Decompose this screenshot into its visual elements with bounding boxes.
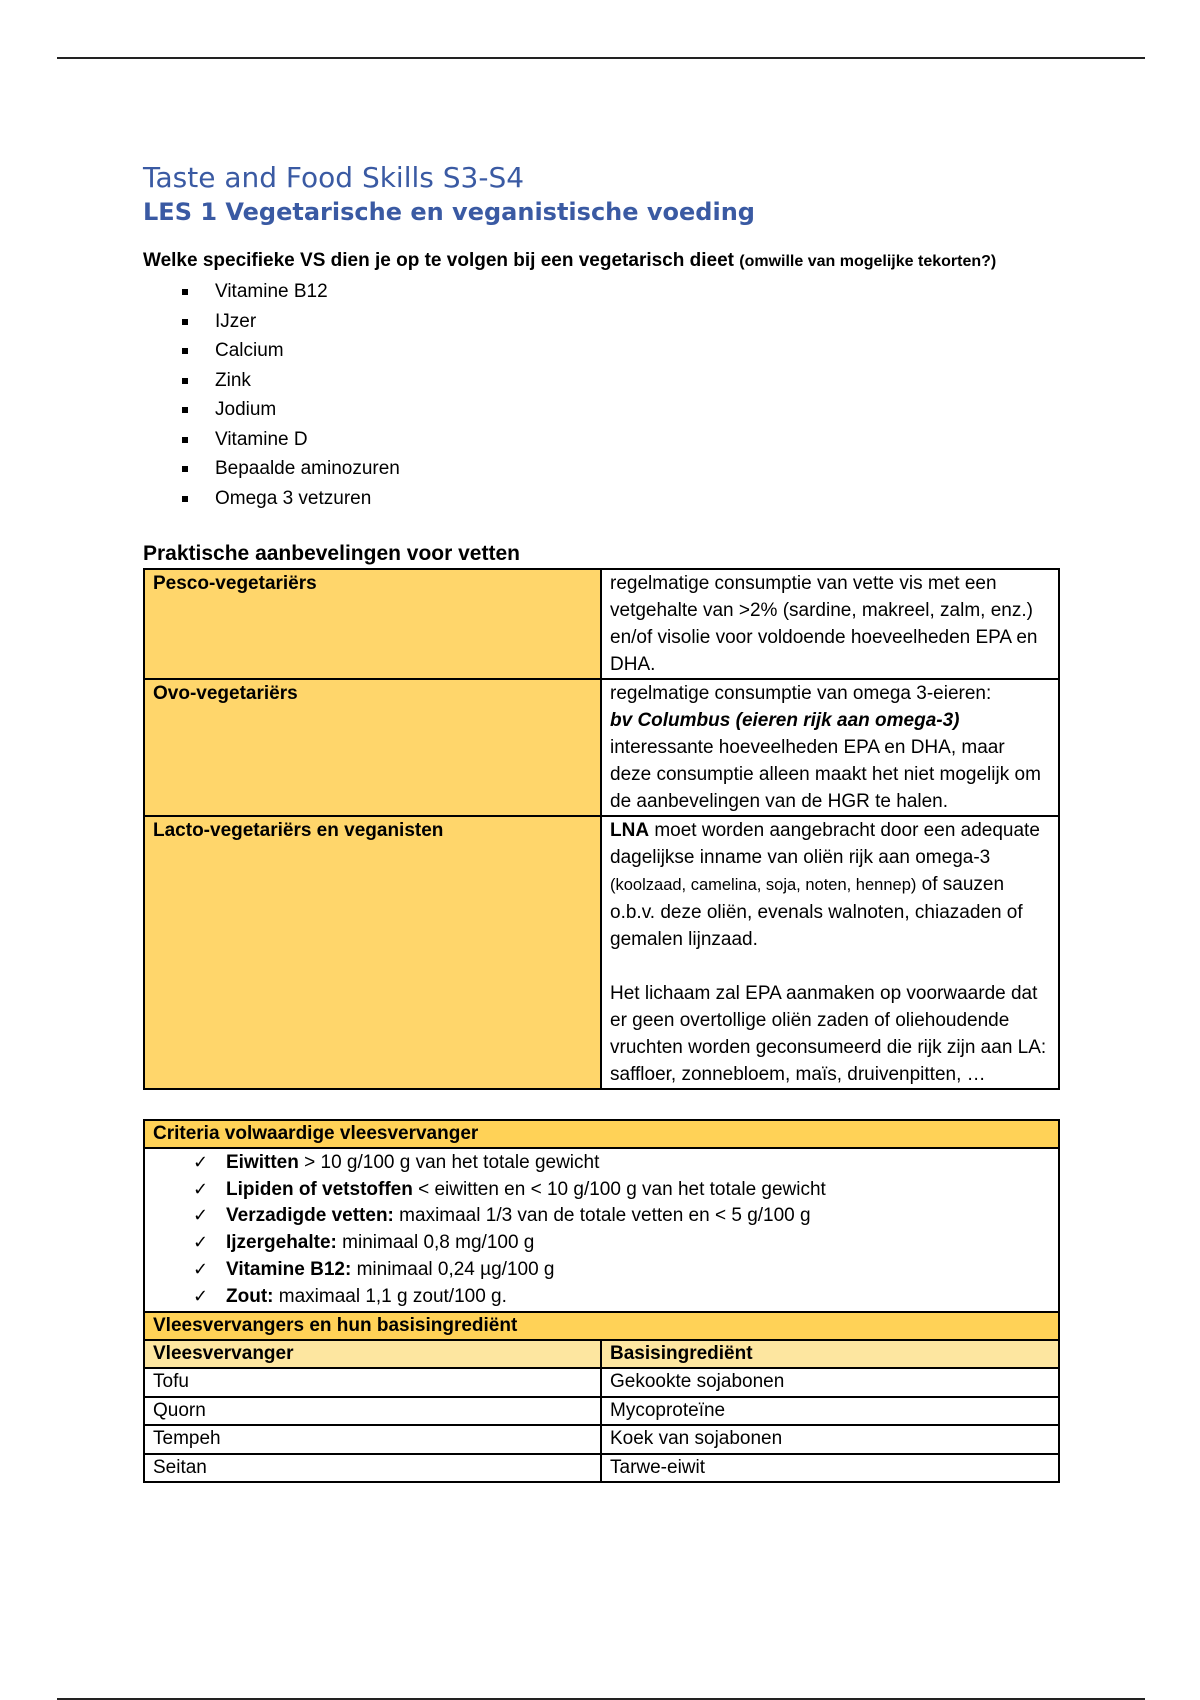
checkmark-icon: ✓: [193, 1232, 209, 1254]
ovo-label: Ovo-vegetariërs: [144, 679, 601, 816]
question-note: (omwille van mogelijke tekorten?): [739, 253, 997, 270]
list-item: ✓ Eiwitten > 10 g/100 g van het totale gewicht: [193, 1150, 1050, 1177]
table-row: [144, 1312, 1059, 1340]
lacto-cell: [601, 816, 1059, 1089]
ovo-example: bv Columbus (eieren rijk aan omega-3): [610, 710, 960, 731]
list-item: Calcium: [182, 336, 1058, 366]
ovo-cell: [601, 679, 1059, 816]
bullet-square-icon: [182, 289, 188, 295]
checkmark-icon: ✓: [193, 1178, 209, 1200]
nutrient-list: [143, 277, 1058, 513]
column-header-base: Basisingrediënt: [601, 1340, 1059, 1368]
list-item: Omega 3 vetzuren: [182, 484, 1058, 514]
table-row: [144, 679, 1059, 816]
checkmark-icon: ✓: [193, 1152, 209, 1173]
oil-examples-note: (koolzaad, camelina, soja, noten, hennep): [610, 876, 917, 894]
list-item: Vitamine D: [182, 425, 1058, 455]
table-row: [144, 1120, 1059, 1148]
bullet-square-icon: [182, 496, 188, 502]
question-heading: [143, 248, 1058, 275]
list-item: ✓ Ijzergehalte: minimaal 0,8 mg/100 g: [193, 1230, 1050, 1257]
criteria-list: [153, 1150, 1050, 1310]
checkmark-icon: ✓: [193, 1285, 209, 1307]
list-item: ✓ Zout: maximaal 1,1 g zout/100 g.: [193, 1284, 1050, 1311]
substitute-base: Tarwe-eiwit: [601, 1454, 1059, 1483]
criteria-table: [143, 1119, 1060, 1483]
bullet-square-icon: [182, 348, 188, 354]
list-item: Zink: [182, 366, 1058, 396]
pesco-label: Pesco-vegetariërs: [144, 569, 601, 679]
lacto-paragraph-1: LNA moet worden aangebracht door een adequate dagelijkse inname van oliën rijk aan omega-3 (koolzaad, camelina, soja, noten, hennep) of sauzen o.b.v. deze oliën, evenals walnoten, chiazaden of gemalen lijnzaad.: [610, 820, 1040, 950]
table-row: [144, 1425, 1059, 1454]
substitutes-heading: Vleesvervangers en hun basisingrediënt: [144, 1312, 1059, 1340]
table-row: [144, 569, 1059, 679]
table-row: [144, 1454, 1059, 1483]
list-item: Bepaalde aminozuren: [182, 454, 1058, 484]
list-item: ✓ Vitamine B12: minimaal 0,24 µg/100 g: [193, 1257, 1050, 1284]
substitute-name: Seitan: [144, 1454, 601, 1483]
page-subtitle: LES 1 Vegetarische en veganistische voeding: [143, 198, 755, 226]
list-item: IJzer: [182, 307, 1058, 337]
checkmark-icon: ✓: [193, 1205, 209, 1227]
bullet-square-icon: [182, 407, 188, 413]
paragraph-gap: [610, 953, 1050, 980]
pesco-text: regelmatige consumptie van vette vis met een vetgehalte van >2% (sardine, makreel, zalm, enz.) en/of visolie voor voldoende hoeveelheden EPA en DHA.: [601, 569, 1059, 679]
column-header-substitute: Vleesvervanger: [144, 1340, 601, 1368]
substitute-name: Tempeh: [144, 1425, 601, 1454]
list-item: ✓ Verzadigde vetten: maximaal 1/3 van de totale vetten en < 5 g/100 g: [193, 1203, 1050, 1230]
table-row: [144, 1397, 1059, 1426]
table-row: [144, 1148, 1059, 1312]
document-body: [143, 160, 1058, 1483]
checkmark-icon: ✓: [193, 1258, 209, 1280]
criteria-heading: Criteria volwaardige vleesvervanger: [144, 1120, 1059, 1148]
substitute-base: Mycoproteïne: [601, 1397, 1059, 1426]
lna-term: LNA: [610, 820, 650, 841]
list-item: Vitamine B12: [182, 277, 1058, 307]
page-title: Taste and Food Skills S3-S4: [143, 161, 525, 194]
substitute-base: Koek van sojabonen: [601, 1425, 1059, 1454]
list-item: ✓ Lipiden of vetstoffen < eiwitten en < 10 g/100 g van het totale gewicht: [193, 1177, 1050, 1204]
substitute-base: Gekookte sojabonen: [601, 1368, 1059, 1397]
substitute-name: Tofu: [144, 1368, 601, 1397]
lacto-label: Lacto-vegetariërs en veganisten: [144, 816, 601, 1089]
fats-table: [143, 568, 1060, 1090]
list-item: Jodium: [182, 395, 1058, 425]
ovo-line1: regelmatige consumptie van omega 3-eieren:: [610, 683, 992, 704]
lacto-paragraph-2: Het lichaam zal EPA aanmaken op voorwaarde dat er geen overtollige oliën zaden of oliehoudende vruchten worden geconsumeerd die rijk zijn aan LA: saffloer, zonnebloem, maïs, druivenpitten, …: [610, 983, 1047, 1085]
fats-heading: Praktische aanbevelingen voor vetten: [143, 542, 520, 565]
criteria-cell: [144, 1148, 1059, 1312]
bullet-square-icon: [182, 319, 188, 325]
top-rule: [57, 57, 1145, 59]
bullet-square-icon: [182, 437, 188, 443]
table-row: [144, 1368, 1059, 1397]
table-row: [144, 816, 1059, 1089]
bullet-square-icon: [182, 466, 188, 472]
ovo-line2: interessante hoeveelheden EPA en DHA, maar deze consumptie alleen maakt het niet mogelijk om de aanbevelingen van de HGR te halen.: [610, 737, 1041, 812]
table-row: [144, 1340, 1059, 1368]
question-main: Welke specifieke VS dien je op te volgen bij een vegetarisch dieet: [143, 250, 740, 271]
substitute-name: Quorn: [144, 1397, 601, 1426]
bullet-square-icon: [182, 378, 188, 384]
